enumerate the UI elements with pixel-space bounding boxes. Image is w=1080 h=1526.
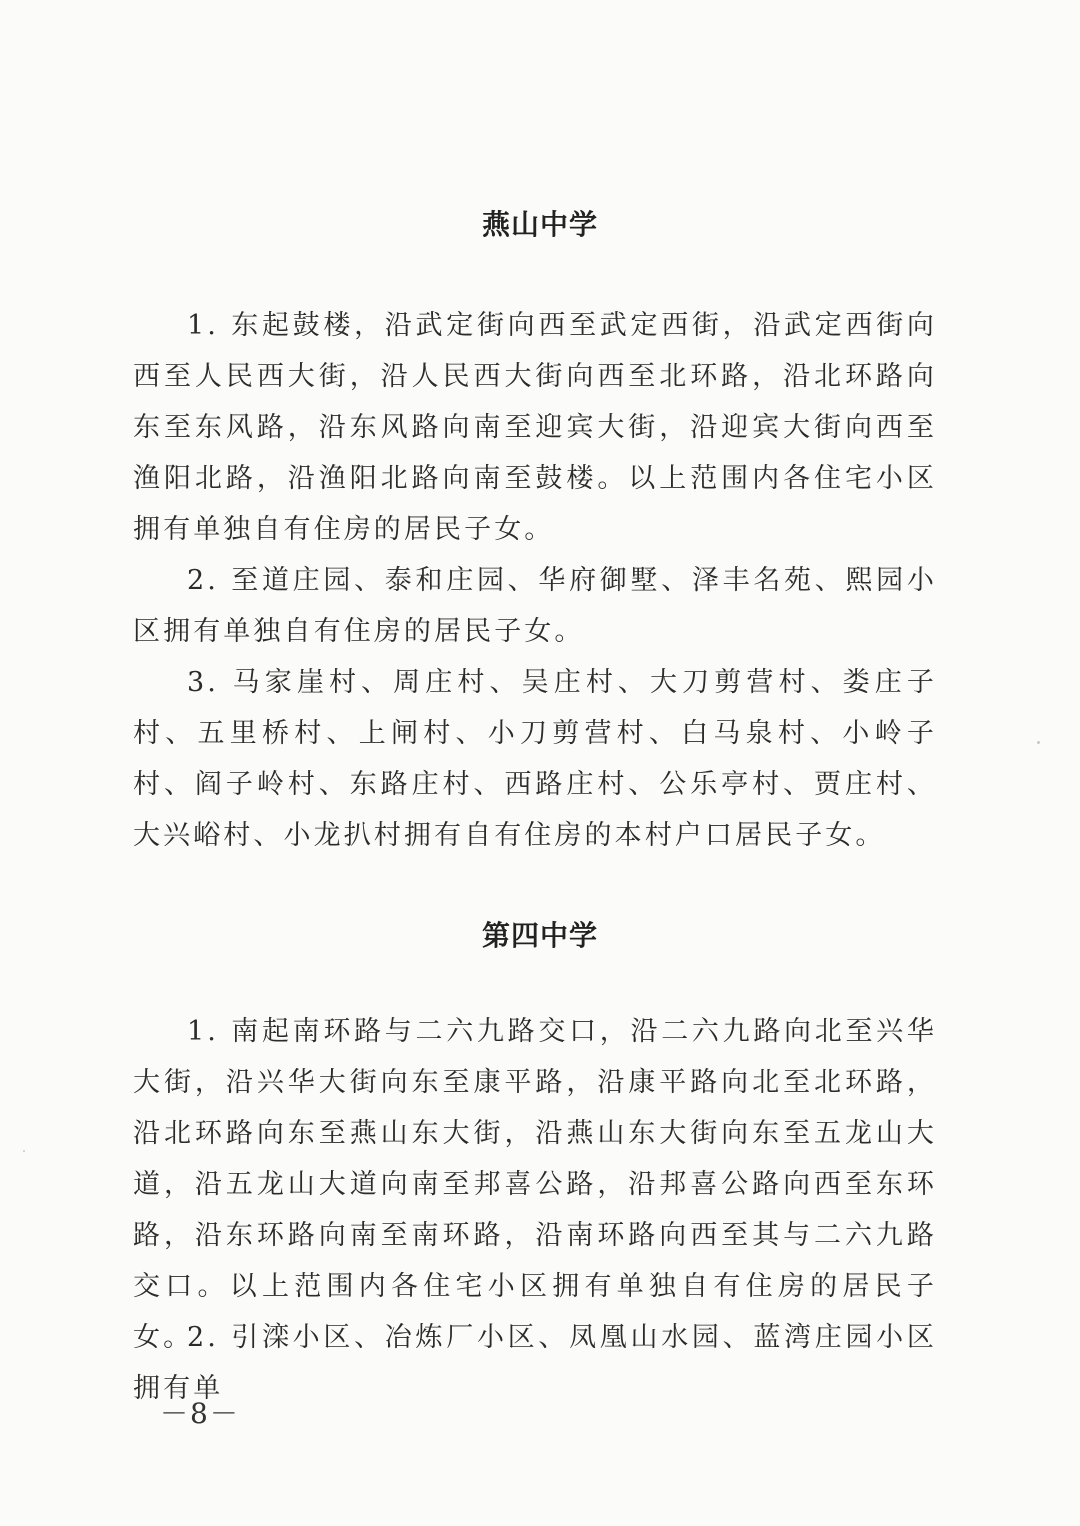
fourth-school-paragraph-2: 2. 引滦小区、冶炼厂小区、凤凰山水园、蓝湾庄园小区拥有单 — [133, 1322, 937, 1404]
fourth-school-paragraph-1: 1. 南起南环路与二六九路交口，沿二六九路向北至兴华大街，沿兴华大街向东至康平路，沿康平路向北至北环路，沿北环路向东至燕山东大街，沿燕山东大街向东至五龙山大道，沿五龙山大道向南至邦喜公路，沿邦喜公路向西至东环路，沿东环路向南至南环路，沿南环路向西至其与二六九路交口。以上范围内各住宅小区拥有单独自有住房的居民子女。 — [133, 1016, 937, 1353]
yanshan-paragraph-3: 3. 马家崖村、周庄村、吴庄村、大刀剪营村、娄庄子村、五里桥村、上闸村、小刀剪营村、白马泉村、小岭子村、阎子岭村、东路庄村、西路庄村、公乐亭村、贾庄村、大兴峪村、小龙扒村拥有自有住房的本村户口居民子女。 — [133, 667, 937, 851]
scan-speck — [23, 1150, 25, 1152]
section-title-yanshan-middle-school: 燕山中学 — [481, 208, 598, 241]
section-title-fourth-middle-school: 第四中学 — [481, 919, 598, 952]
yanshan-paragraph-2: 2. 至道庄园、泰和庄园、华府御墅、泽丰名苑、熙园小区拥有单独自有住房的居民子女。 — [133, 565, 937, 647]
yanshan-paragraph-1: 1. 东起鼓楼，沿武定街向西至武定西街，沿武定西街向西至人民西大街，沿人民西大街向西至北环路，沿北环路向东至东风路，沿东风路向南至迎宾大街，沿迎宾大街向西至渔阳北路，沿渔阳北路向南至鼓楼。以上范围内各住宅小区拥有单独自有住房的居民子女。 — [133, 310, 937, 545]
scan-speck — [1037, 741, 1040, 744]
page-number: －8－ — [160, 1397, 240, 1430]
